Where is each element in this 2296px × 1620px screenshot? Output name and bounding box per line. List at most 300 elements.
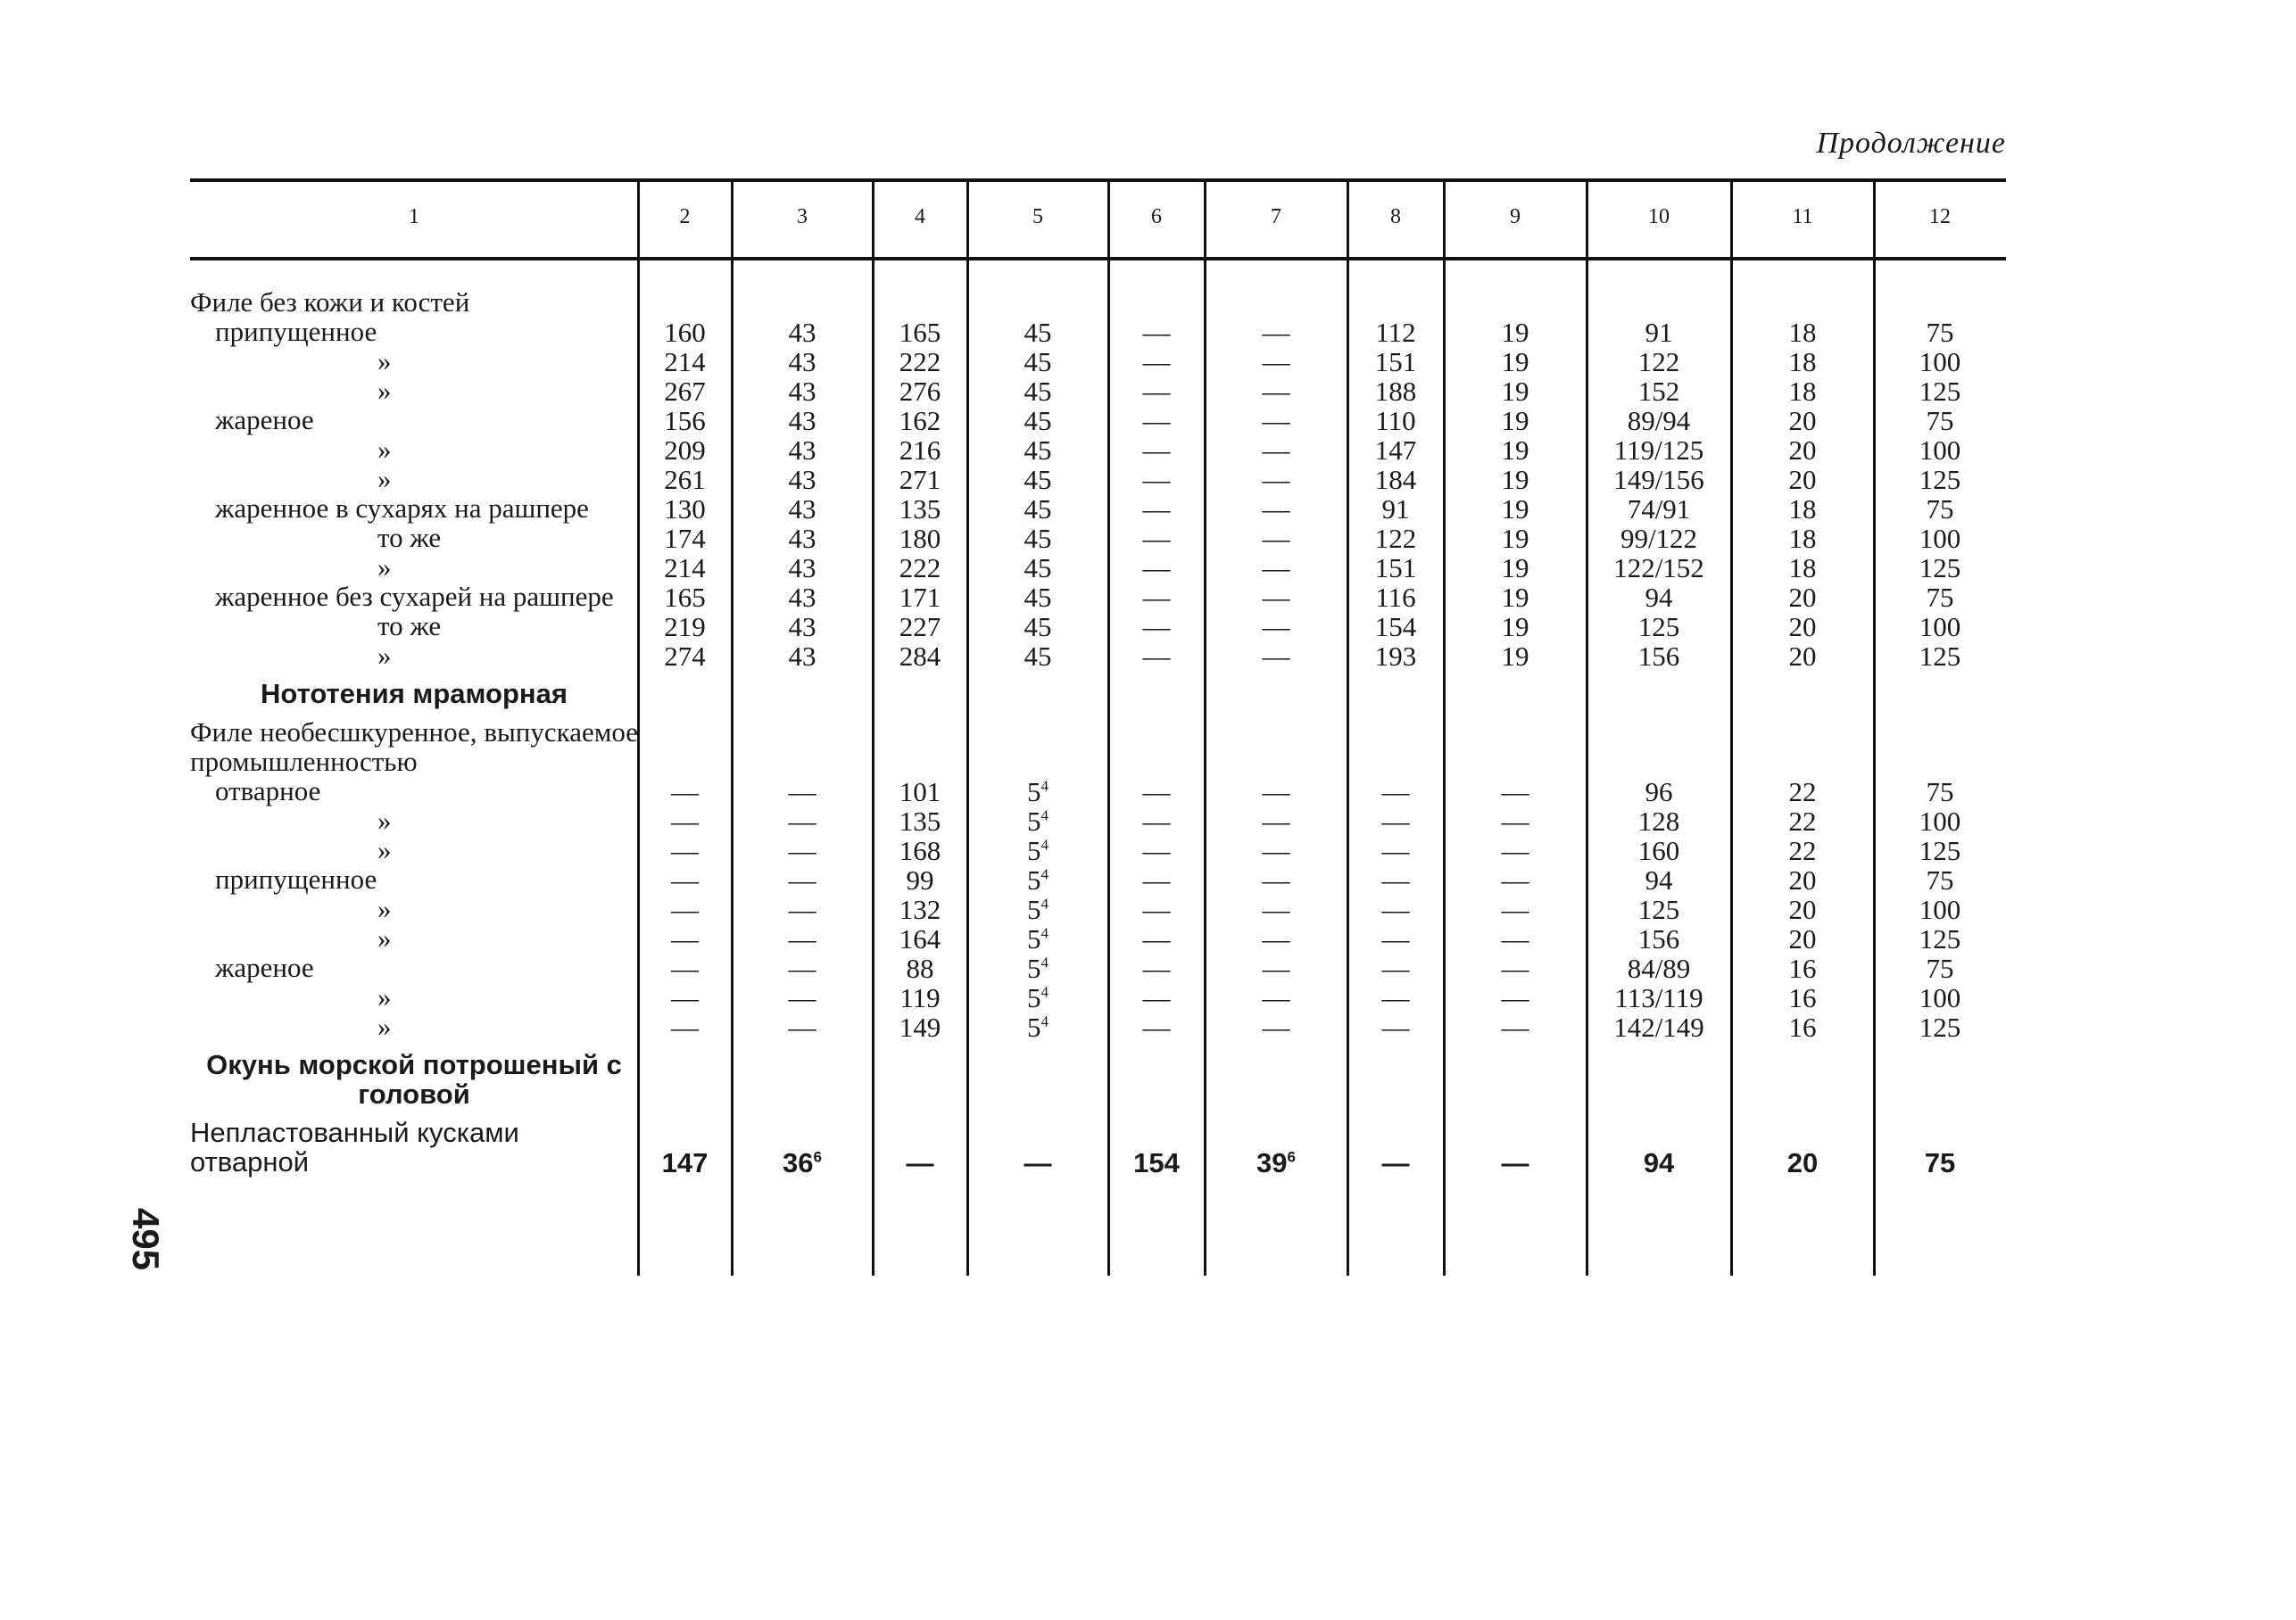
table-cell: —: [671, 982, 699, 1013]
table-cell: 20: [1788, 405, 1817, 436]
table-cell: 84/89: [1627, 953, 1691, 984]
table-cell: —: [1501, 982, 1529, 1013]
table-row: [190, 806, 2006, 835]
table-cell: 214: [664, 346, 706, 377]
empty-cell: [638, 717, 732, 776]
table-cell: 284: [899, 641, 941, 672]
table-cell: —: [1142, 405, 1171, 436]
table-cell: —: [1501, 1012, 1529, 1043]
table-cell: —: [1381, 953, 1410, 984]
table-cell: 100: [1919, 346, 1961, 377]
table-cell: —: [671, 1012, 699, 1043]
table-cell: —: [1262, 864, 1290, 896]
table-cell: 180: [899, 523, 941, 554]
empty-cell: [732, 287, 873, 317]
table-cell: 100: [1919, 806, 1961, 837]
table-cell: 45: [1024, 405, 1052, 436]
row-label: то же: [377, 522, 442, 553]
table-cell: —: [1142, 346, 1171, 377]
table-cell: 130: [664, 493, 706, 525]
table-cell: 45: [1024, 464, 1052, 495]
table-cell: 219: [664, 611, 706, 642]
row-label: »: [377, 922, 392, 954]
table-cell: —: [1262, 405, 1290, 436]
table-cell: —: [788, 776, 816, 807]
table-cell: 276: [899, 376, 941, 407]
table-cell: 94: [1645, 582, 1673, 613]
column-number: 9: [1510, 205, 1521, 228]
table-cell: —: [1262, 982, 1290, 1013]
table-cell: 112: [1375, 317, 1416, 348]
table-row: [190, 894, 2006, 923]
empty-cell: [967, 1041, 1108, 1118]
column-number: 6: [1151, 205, 1162, 228]
empty-cell: [1108, 287, 1205, 317]
table-cell: 142/149: [1613, 1012, 1704, 1043]
table-cell: 209: [664, 434, 706, 466]
table-cell: 18: [1788, 317, 1817, 348]
empty-cell: [732, 1041, 873, 1118]
table-cell: 16: [1788, 1012, 1817, 1043]
empty-cell: [638, 287, 732, 317]
table-cell: 43: [788, 552, 816, 583]
table-cell: 152: [1637, 376, 1680, 407]
row-label: жаренное без сухарей на рашпере: [215, 581, 614, 612]
table-cell: 19: [1501, 552, 1529, 583]
table-cell: 75: [1926, 953, 1954, 984]
table-cell: 43: [788, 317, 816, 348]
table-cell: 45: [1024, 641, 1052, 672]
row-label: Непластованный кусками отварной: [190, 1117, 519, 1178]
table-cell: 19: [1501, 376, 1529, 407]
table-cell: $5^4$: [1027, 894, 1049, 925]
table-cell: 45: [1024, 317, 1052, 348]
empty-cell: [873, 287, 967, 317]
empty-cell: [1205, 670, 1347, 717]
table-cell: 122: [1637, 346, 1680, 377]
table-cell: 43: [788, 493, 816, 525]
row-label: »: [377, 375, 392, 406]
empty-cell: [638, 1041, 732, 1118]
table-cell: 19: [1501, 317, 1529, 348]
table-cell: 125: [1919, 376, 1961, 407]
table-cell: 45: [1024, 523, 1052, 554]
table-cell: 18: [1788, 346, 1817, 377]
table-cell: —: [1142, 835, 1171, 866]
table-cell: —: [788, 1012, 816, 1043]
table-cell: 91: [1645, 317, 1673, 348]
table-row: [190, 1012, 2006, 1041]
table-cell: 19: [1501, 434, 1529, 466]
table-cell: 100: [1919, 434, 1961, 466]
table-cell: 125: [1919, 1012, 1961, 1043]
table-cell: $36^6$: [783, 1147, 822, 1178]
table-cell: 19: [1501, 464, 1529, 495]
table-cell: —: [1262, 776, 1290, 807]
table-cell: 160: [1637, 835, 1680, 866]
row-label: жаренное в сухарях на рашпере: [215, 492, 589, 524]
table-row: [190, 982, 2006, 1012]
table-row: [190, 835, 2006, 864]
table-cell: 43: [788, 346, 816, 377]
table-cell: 125: [1919, 835, 1961, 866]
table-cell: 156: [1637, 923, 1680, 955]
table-cell: 99/122: [1620, 523, 1698, 554]
table-cell: 227: [899, 611, 941, 642]
table-cell: —: [1262, 953, 1290, 984]
column-number: 11: [1792, 205, 1813, 228]
table-cell: 91: [1381, 493, 1410, 525]
table-cell: —: [671, 835, 699, 866]
table-cell: —: [1262, 923, 1290, 955]
table-cell: 110: [1375, 405, 1416, 436]
continuation-label: Продолжение: [1816, 127, 2006, 160]
table-cell: 22: [1788, 806, 1817, 837]
table-row: [190, 776, 2006, 806]
table-cell: 43: [788, 405, 816, 436]
table-cell: —: [1142, 641, 1171, 672]
table-cell: —: [1262, 317, 1290, 348]
table-cell: —: [1262, 464, 1290, 495]
nutrition-table: [190, 287, 2006, 1177]
table-cell: —: [671, 776, 699, 807]
empty-cell: [1444, 670, 1587, 717]
table-cell: 19: [1501, 493, 1529, 525]
table-cell: 18: [1788, 552, 1817, 583]
table-cell: —: [1501, 894, 1529, 925]
table-cell: 75: [1926, 405, 1954, 436]
table-cell: 22: [1788, 835, 1817, 866]
table-cell: 160: [664, 317, 706, 348]
table-cell: 43: [788, 376, 816, 407]
column-number: 3: [797, 205, 808, 228]
table-row: [190, 1041, 2006, 1118]
table-cell: 122/152: [1613, 552, 1704, 583]
table-cell: 271: [899, 464, 941, 495]
empty-cell: [967, 670, 1108, 717]
table-cell: 18: [1788, 523, 1817, 554]
table-cell: —: [1142, 464, 1171, 495]
table-cell: 19: [1501, 346, 1529, 377]
table-cell: 100: [1919, 523, 1961, 554]
row-label: припущенное: [215, 316, 377, 347]
table-cell: 149/156: [1613, 464, 1704, 495]
empty-cell: [873, 1041, 967, 1118]
row-label: »: [377, 805, 392, 836]
table-cell: —: [1381, 982, 1410, 1013]
table-cell: 116: [1375, 582, 1416, 613]
table-cell: 74/91: [1627, 493, 1691, 525]
table-cell: —: [788, 894, 816, 925]
empty-cell: [1347, 287, 1444, 317]
table-cell: 94: [1645, 864, 1673, 896]
table-cell: —: [788, 806, 816, 837]
empty-cell: [1587, 287, 1731, 317]
table-cell: 214: [664, 552, 706, 583]
table-cell: 100: [1919, 611, 1961, 642]
column-number: 1: [409, 205, 419, 228]
empty-cell: [1108, 670, 1205, 717]
table-cell: —: [1381, 1147, 1410, 1178]
table-cell: 164: [899, 923, 941, 955]
table-row: [190, 464, 2006, 493]
table-cell: 154: [1133, 1147, 1180, 1178]
table-cell: 135: [899, 493, 941, 525]
table-cell: —: [1142, 552, 1171, 583]
table-cell: 45: [1024, 434, 1052, 466]
row-label: отварное: [215, 775, 321, 806]
empty-cell: [967, 287, 1108, 317]
empty-cell: [873, 670, 967, 717]
empty-cell: [1205, 717, 1347, 776]
table-row: [190, 405, 2006, 434]
table-cell: 171: [899, 582, 941, 613]
table-cell: —: [1262, 552, 1290, 583]
table-cell: 119: [899, 982, 941, 1013]
table-row: [190, 670, 2006, 717]
table-cell: —: [1024, 1147, 1052, 1178]
table-cell: 16: [1788, 982, 1817, 1013]
table-cell: 22: [1788, 776, 1817, 807]
row-label: »: [377, 981, 392, 1012]
table-cell: $39^6$: [1256, 1147, 1296, 1178]
empty-cell: [638, 670, 732, 717]
table-row: [190, 346, 2006, 376]
table-cell: $5^4$: [1027, 953, 1049, 984]
table-cell: $5^4$: [1027, 982, 1049, 1013]
table-cell: 16: [1788, 953, 1817, 984]
table-cell: 174: [664, 523, 706, 554]
table-cell: $5^4$: [1027, 864, 1049, 896]
table-cell: 147: [661, 1147, 709, 1178]
table-row: [190, 1118, 2006, 1177]
table-cell: 274: [664, 641, 706, 672]
table-cell: —: [1142, 317, 1171, 348]
table-cell: —: [1262, 611, 1290, 642]
empty-cell: [1587, 717, 1731, 776]
table-cell: 125: [1637, 611, 1680, 642]
table-cell: —: [1142, 376, 1171, 407]
column-number: 5: [1032, 205, 1043, 228]
table-row: [190, 552, 2006, 582]
table-cell: —: [1501, 864, 1529, 896]
table-cell: —: [1262, 641, 1290, 672]
table-cell: 222: [899, 552, 941, 583]
page-number: 495: [125, 1207, 168, 1271]
table-cell: 101: [899, 776, 941, 807]
row-label: »: [377, 345, 392, 376]
table-cell: 18: [1788, 376, 1817, 407]
column-number: 7: [1271, 205, 1281, 228]
table-cell: 156: [1637, 641, 1680, 672]
empty-cell: [1205, 1041, 1347, 1118]
empty-cell: [873, 717, 967, 776]
table-cell: 193: [1374, 641, 1417, 672]
row-label: »: [377, 834, 392, 865]
empty-cell: [1444, 717, 1587, 776]
table-cell: —: [1501, 806, 1529, 837]
row-label: то же: [377, 610, 442, 641]
table-cell: 75: [1926, 317, 1954, 348]
table-cell: 20: [1788, 894, 1817, 925]
table-cell: —: [1142, 923, 1171, 955]
table-cell: 45: [1024, 493, 1052, 525]
empty-cell: [1347, 717, 1444, 776]
table-cell: 43: [788, 611, 816, 642]
table-cell: 135: [899, 806, 941, 837]
table-cell: —: [1142, 523, 1171, 554]
table-cell: 45: [1024, 376, 1052, 407]
column-number: 2: [679, 205, 691, 228]
table-cell: —: [1381, 776, 1410, 807]
table-cell: 43: [788, 523, 816, 554]
table-cell: —: [1142, 776, 1171, 807]
table-cell: —: [1501, 953, 1529, 984]
table-cell: —: [1381, 1012, 1410, 1043]
table-cell: 45: [1024, 582, 1052, 613]
table-cell: 122: [1374, 523, 1417, 554]
table-cell: —: [1142, 894, 1171, 925]
table-cell: $5^4$: [1027, 776, 1049, 807]
table-cell: —: [1142, 953, 1171, 984]
table-cell: 20: [1788, 641, 1817, 672]
table-cell: 19: [1501, 523, 1529, 554]
table-cell: 147: [1374, 434, 1417, 466]
table-cell: —: [1501, 835, 1529, 866]
empty-cell: [1587, 1041, 1731, 1118]
table-row: [190, 717, 2006, 776]
row-label: припущенное: [215, 864, 377, 895]
table-cell: 75: [1926, 776, 1954, 807]
table-cell: 20: [1788, 582, 1817, 613]
table-cell: 216: [899, 434, 941, 466]
table-cell: 88: [906, 953, 934, 984]
table-cell: —: [1142, 1012, 1171, 1043]
column-number: 12: [1929, 205, 1951, 228]
row-label: »: [377, 1011, 392, 1042]
table-row: [190, 523, 2006, 552]
table-cell: —: [1142, 611, 1171, 642]
table-cell: 19: [1501, 405, 1529, 436]
table-cell: —: [1262, 894, 1290, 925]
table-cell: 128: [1637, 806, 1680, 837]
table-cell: 267: [664, 376, 706, 407]
table-cell: —: [1262, 434, 1290, 466]
table-cell: 149: [899, 1012, 941, 1043]
row-label: жареное: [215, 404, 314, 435]
table-cell: 20: [1788, 611, 1817, 642]
table-cell: 19: [1501, 641, 1529, 672]
table-cell: 20: [1788, 434, 1817, 466]
empty-cell: [1731, 287, 1874, 317]
empty-cell: [732, 670, 873, 717]
empty-cell: [1108, 1041, 1205, 1118]
header-top-rule: [190, 178, 2006, 182]
table-cell: —: [1142, 864, 1171, 896]
table-cell: —: [671, 923, 699, 955]
empty-cell: [1731, 670, 1874, 717]
table-cell: 18: [1788, 493, 1817, 525]
table-cell: $5^4$: [1027, 923, 1049, 955]
table-cell: $5^4$: [1027, 835, 1049, 866]
table-cell: —: [1142, 434, 1171, 466]
table-cell: 75: [1926, 864, 1954, 896]
row-label: жареное: [215, 952, 314, 983]
empty-cell: [1205, 287, 1347, 317]
table-cell: —: [1142, 493, 1171, 525]
table-cell: —: [788, 864, 816, 896]
table-cell: 75: [1926, 582, 1954, 613]
table-cell: 119/125: [1613, 434, 1704, 466]
table-cell: 154: [1374, 611, 1417, 642]
empty-cell: [1874, 717, 2006, 776]
table-cell: —: [1142, 582, 1171, 613]
table-cell: 100: [1919, 982, 1961, 1013]
empty-cell: [1874, 287, 2006, 317]
table-cell: —: [1262, 346, 1290, 377]
table-row: [190, 864, 2006, 894]
table-cell: 125: [1919, 641, 1961, 672]
table-cell: 94: [1643, 1147, 1675, 1178]
column-number: 4: [915, 205, 925, 228]
empty-cell: [1347, 1041, 1444, 1118]
table-row: [190, 582, 2006, 611]
table-cell: 125: [1919, 923, 1961, 955]
table-cell: —: [1381, 835, 1410, 866]
table-cell: —: [788, 953, 816, 984]
table-cell: 125: [1637, 894, 1680, 925]
table-cell: 165: [899, 317, 941, 348]
table-cell: 43: [788, 641, 816, 672]
row-label: Филе необесшкуренное, выпускаемое промышленностью: [190, 716, 638, 777]
table-cell: $5^4$: [1027, 1012, 1049, 1043]
table-row: [190, 287, 2006, 317]
table-cell: 184: [1374, 464, 1417, 495]
table-cell: —: [1501, 776, 1529, 807]
column-number: 8: [1390, 205, 1401, 228]
table-cell: 75: [1926, 493, 1954, 525]
table-cell: 156: [664, 405, 706, 436]
table-cell: $5^4$: [1027, 806, 1049, 837]
section-heading: Нототения мраморная: [261, 678, 568, 709]
section-heading: Окунь морской потрошеный с головой: [206, 1049, 622, 1110]
empty-cell: [1587, 670, 1731, 717]
table-cell: 20: [1788, 464, 1817, 495]
table-cell: —: [1501, 923, 1529, 955]
table-cell: —: [1142, 982, 1171, 1013]
table-cell: —: [1381, 864, 1410, 896]
row-label: »: [377, 551, 392, 583]
table-cell: 165: [664, 582, 706, 613]
table-cell: —: [1262, 835, 1290, 866]
table-cell: —: [1262, 493, 1290, 525]
table-cell: —: [671, 953, 699, 984]
table-cell: —: [1262, 523, 1290, 554]
table-row: [190, 317, 2006, 346]
table-cell: 113/119: [1614, 982, 1703, 1013]
header-bottom-rule: [190, 257, 2006, 260]
empty-cell: [1444, 1041, 1587, 1118]
table-cell: 43: [788, 434, 816, 466]
empty-cell: [732, 717, 873, 776]
table-cell: —: [1381, 806, 1410, 837]
row-label: »: [377, 640, 392, 671]
empty-cell: [967, 717, 1108, 776]
table-cell: 19: [1501, 582, 1529, 613]
empty-cell: [1874, 1041, 2006, 1118]
table-cell: —: [1262, 376, 1290, 407]
table-cell: —: [1501, 1147, 1529, 1178]
